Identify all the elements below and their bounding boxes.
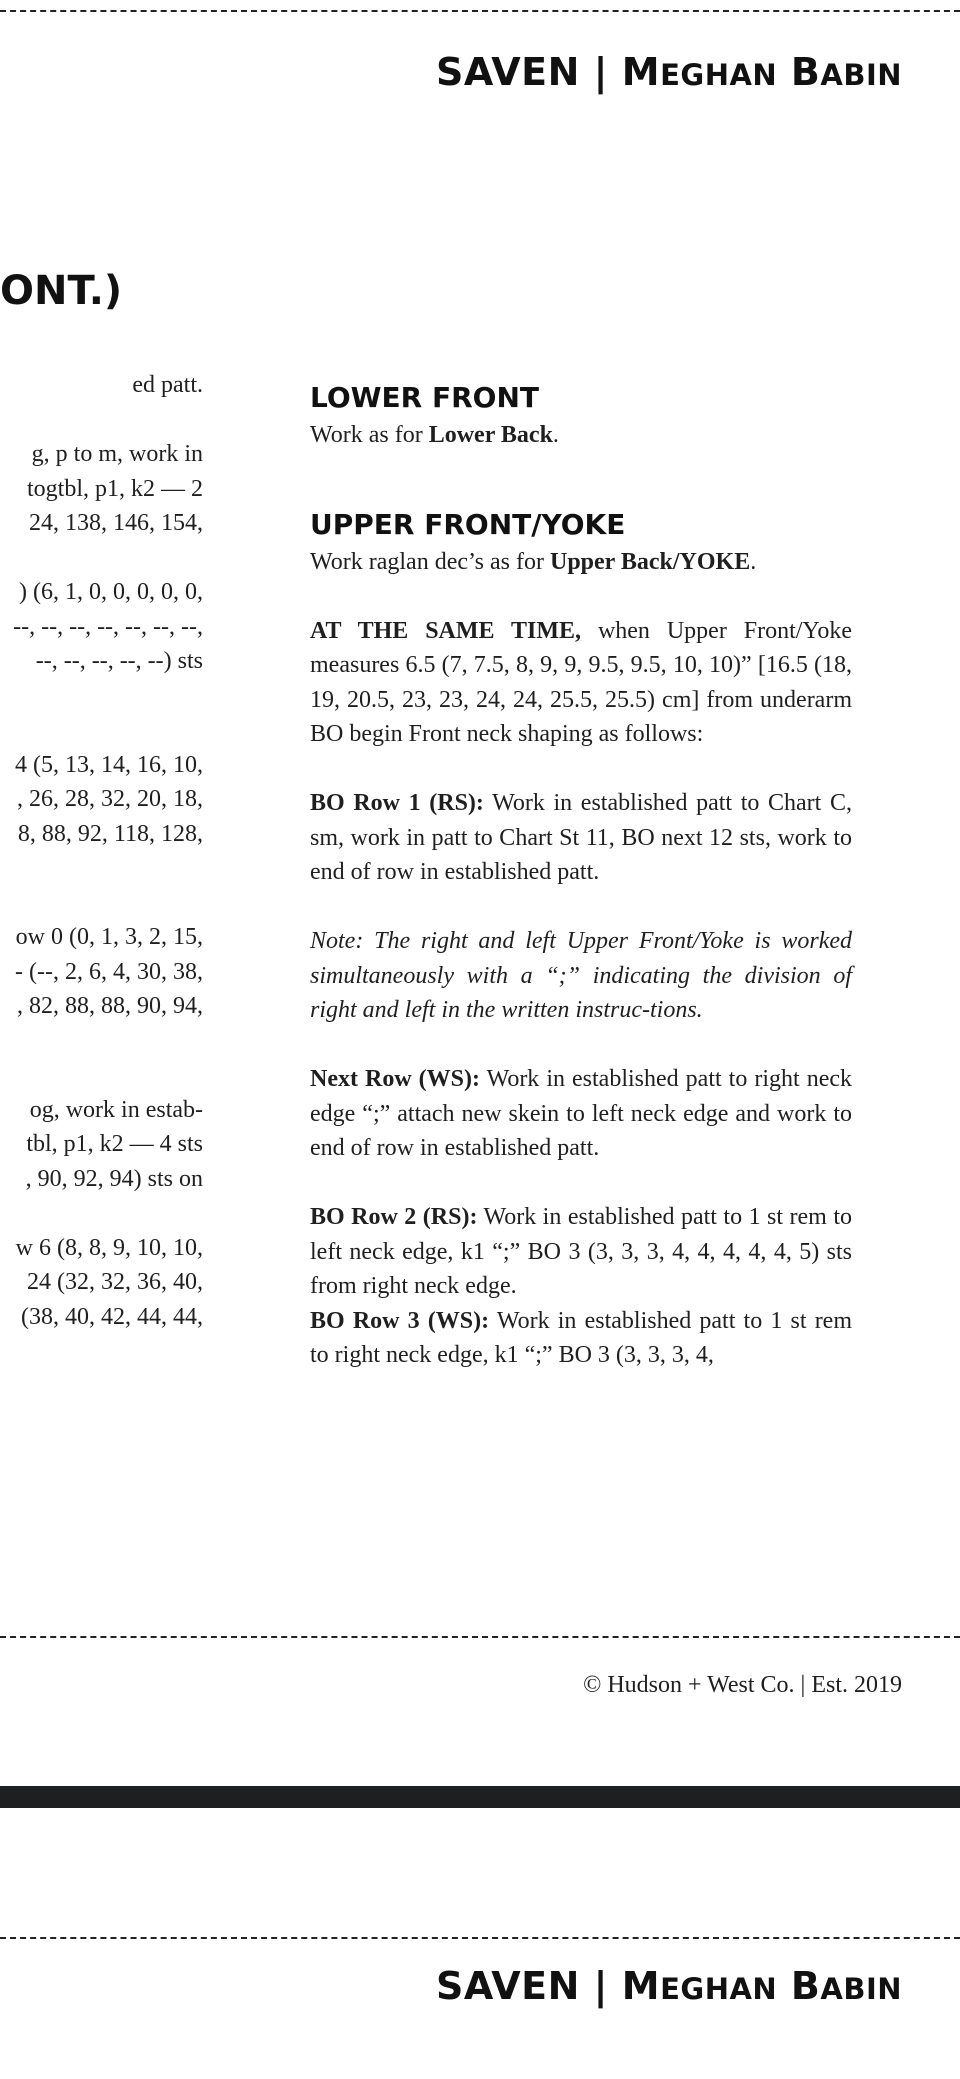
left-column-gap: [0, 713, 203, 748]
upper-front-text-post: .: [750, 548, 757, 575]
left-column-line-text: 8, 88, 92, 118, 128,: [17, 820, 203, 847]
right-column: [310, 378, 852, 1373]
next-brand-author-rest-1: EGHAN: [660, 1972, 778, 2006]
left-column-gap: [0, 679, 203, 714]
brand-author-initial-m: M: [621, 50, 661, 94]
left-column-line: [0, 920, 203, 955]
next-row-text: Work in established patt to right neck edge “;” attach new skein to left neck edge and work to end of row in established patt.: [310, 1066, 852, 1161]
next-row-paragraph: [310, 1062, 852, 1166]
left-column-line: [0, 644, 203, 679]
left-column-line-text: w 6 (8, 8, 9, 10, 10,: [15, 1234, 203, 1261]
left-column-gap: [0, 886, 203, 921]
same-time-paragraph: [310, 614, 852, 752]
next-brand-author-initial-m: M: [621, 1964, 661, 2008]
same-time-bold: AT THE SAME TIME,: [310, 617, 582, 644]
left-column-gap: [0, 1058, 203, 1093]
left-column-line: [0, 782, 203, 817]
page-separator-bar: [0, 1786, 960, 1808]
bo-row-3-text: Work in established patt to 1 st rem to right neck edge, k1 “;” BO 3 (3, 3, 3, 4,: [310, 1307, 853, 1368]
bo-row-1-paragraph: [310, 786, 852, 890]
brand-author-initial-b: B: [790, 50, 821, 94]
bo-row-1-label: BO Row 1 (RS):: [310, 790, 484, 816]
left-column-line: [0, 989, 203, 1024]
left-column-gap: [0, 1196, 203, 1231]
left-column-line-text: ow 0 (0, 1, 3, 2, 15,: [15, 924, 203, 950]
left-column-line: [0, 1231, 203, 1266]
lower-front-text: [310, 418, 852, 453]
left-column-line-text: tbl, p1, k2 — 4 sts: [26, 1131, 203, 1157]
upper-front-heading: UPPER FRONT/YOKE: [310, 507, 626, 541]
left-column-line-text: 24 (32, 32, 36, 40,: [27, 1269, 203, 1295]
bo-row-2-label: BO Row 2 (RS):: [310, 1204, 478, 1230]
left-column-clipped-text: [0, 368, 203, 1334]
bo-row-2-text: Work in established patt to 1 st rem to left neck edge, k1 “;” BO 3 (3, 3, 3, 4, 4, 4, 4, 4, 5) sts from right neck edge.: [310, 1204, 852, 1299]
left-column-line: [0, 368, 203, 403]
left-column-line: [0, 817, 203, 852]
left-column-gap: [0, 541, 203, 576]
section-heading-partial: ONT.): [0, 268, 123, 314]
brand-author-rest-1: EGHAN: [660, 58, 778, 92]
brand-title: SAVEN: [436, 50, 580, 94]
left-column-line: [0, 575, 203, 610]
left-column-line: [0, 748, 203, 783]
left-column-line-text: togtbl, p1, k2 — 2: [26, 475, 203, 502]
left-column-line: [0, 472, 203, 507]
left-column-gap: [0, 851, 203, 886]
bo-row-1-text: Work in established patt to Chart C, sm, work in patt to Chart St 11, BO next 12 sts, work to end of row in established patt.: [310, 790, 852, 885]
note-paragraph: [310, 924, 852, 1028]
left-column-gap: [0, 1024, 203, 1059]
left-column-line-text: --, --, --, --, --) sts: [35, 648, 203, 674]
bo-row-3-label: BO Row 3 (WS):: [310, 1307, 490, 1334]
left-column-line: [0, 610, 203, 645]
left-column-line: [0, 1300, 203, 1335]
next-brand-separator: |: [593, 1964, 609, 2008]
left-column-line: [0, 437, 203, 472]
next-row-label: Next Row (WS):: [310, 1066, 480, 1092]
lower-front-heading: LOWER FRONT: [310, 381, 539, 414]
left-column-line-text: og, work in estab-: [29, 1096, 203, 1123]
brand-separator: |: [593, 50, 609, 94]
copyright-text: © Hudson + West Co. | Est. 2019: [583, 1672, 902, 1698]
left-column-line: [0, 506, 203, 541]
left-column-line: [0, 1127, 203, 1162]
left-column-gap: [0, 403, 203, 438]
next-page-header-brand: [436, 1964, 902, 2008]
same-time-text: when Upper Front/Yoke measures 6.5 (7, 7.5, 8, 9, 9, 9.5, 9.5, 10, 10)” [16.5 (18, 19, 20.5, 23, 23, 24, 24, 25.5, 25.5) cm] from underarm BO begin Front neck shaping as follows:: [310, 617, 852, 747]
left-column-line-text: , 82, 88, 88, 90, 94,: [17, 993, 203, 1019]
left-column-line-text: 4 (5, 13, 14, 16, 10,: [15, 751, 203, 778]
left-column-line: [0, 1093, 203, 1128]
left-column-line-text: - (--, 2, 6, 4, 30, 38,: [15, 958, 203, 985]
lower-front-text-post: .: [552, 422, 559, 448]
note-text: Note: The right and left Upper Front/Yoke is worked simultaneously with a “;” indicating the division of right and left in the written instruc-tions.: [310, 928, 852, 1023]
left-column-line-text: 24, 138, 146, 154,: [29, 510, 203, 536]
bo-row-2-paragraph: [310, 1200, 852, 1304]
next-brand-author-initial-b: B: [790, 1964, 821, 2008]
next-brand-author-rest-2: ABIN: [820, 1972, 902, 2006]
brand-author-rest-2: ABIN: [820, 58, 902, 92]
top-dashed-border: [0, 10, 960, 12]
upper-front-text: [310, 545, 852, 580]
left-column-line: [0, 955, 203, 990]
upper-front-text-bold: Upper Back/YOKE: [549, 548, 751, 575]
left-column-line: [0, 1265, 203, 1300]
bo-row-3-paragraph: [310, 1304, 852, 1373]
left-column-line-text: , 26, 28, 32, 20, 18,: [17, 786, 203, 812]
upper-front-text-pre: Work raglan dec’s as for: [310, 548, 550, 575]
left-column-line-text: g, p to m, work in: [31, 441, 203, 467]
left-column-line-text: --, --, --, --, --, --, --,: [13, 613, 203, 640]
left-column-line-text: , 90, 92, 94) sts on: [25, 1165, 203, 1192]
next-brand-title: SAVEN: [436, 1964, 580, 2008]
footer-dashed-border: [0, 1636, 960, 1638]
left-column-line-text: ed patt.: [132, 372, 203, 398]
left-column-line: [0, 1162, 203, 1197]
lower-front-text-pre: Work as for: [310, 422, 429, 448]
lower-front-text-bold: Lower Back: [428, 422, 553, 448]
page-header-brand: [436, 50, 902, 94]
next-page-dashed-border: [0, 1937, 960, 1939]
left-column-line-text: ) (6, 1, 0, 0, 0, 0, 0,: [19, 579, 203, 605]
left-column-line-text: (38, 40, 42, 44, 44,: [21, 1303, 203, 1330]
